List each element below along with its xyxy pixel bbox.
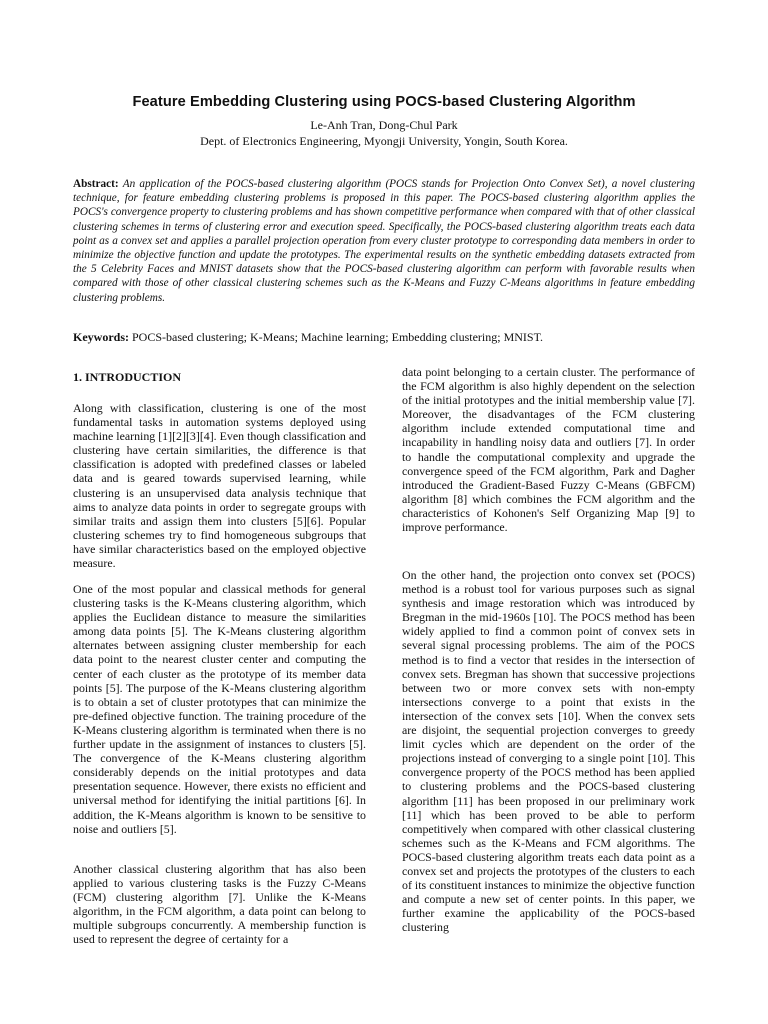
paper-affiliation: Dept. of Electronics Engineering, Myongji University, Yongin, South Korea. bbox=[200, 134, 568, 148]
keywords-text: POCS-based clustering; K-Means; Machine learning; Embedding clustering; MNIST. bbox=[132, 330, 544, 344]
abstract bbox=[73, 177, 695, 305]
intro-paragraph-2: One of the most popular and classical methods for general clustering tasks is the K-Means clustering algorithm, which applies the Euclidean distance to measure the similarities among data points [5]. The K-Means clustering algorithm alternates between assigning cluster membership for each data point to the nearest cluster center and computing the center of each cluster as the prototype of its member data points [5]. The purpose of the K-Means clustering algorithm is to obtain a set of cluster prototypes that can minimize the pre-defined objective function. The training procedure of the K-Means clustering algorithm is terminated when there is no further update in the assignment of instances to clusters [5]. The convergence of the K-Means clustering algorithm considerably depends on the initial prototypes and data presentation sequence. However, there exists no efficient and universal method for identifying the initial partitions [6]. In addition, the K-Means algorithm is known to be sensitive to noise and outliers [5]. bbox=[73, 582, 366, 836]
intro-paragraph-3: Another classical clustering algorithm that has also been applied to various clustering tasks is the Fuzzy C-Means (FCM) clustering algorithm [7]. Unlike the K-Means algorithm, in the FCM algorithm, a data point can belong to multiple subgroups concurrently. A membership function is used to represent the degree of certainty for a bbox=[73, 862, 366, 947]
section-heading-introduction: 1. INTRODUCTION bbox=[73, 370, 182, 384]
right-paragraph-2: On the other hand, the projection onto convex set (POCS) method is a robust tool for various purposes such as signal synthesis and image restoration which was introduced by Bregman in the mid-1960s [10]. The POCS method has been widely applied to find a common point of convex sets in several signal processing problems. The aim of the POCS method is to find a vector that resides in the intersection of convex sets. Bregman has shown that successive projections between two or more convex sets with non-empty intersections converge to a point that exists in the intersection of the convex sets [10]. When the convex sets are disjoint, the sequential projection converges to greedy limit cycles which are dependent on the order of the projections instead of converging to a single point [10]. This convergence property of the POCS method has been applied to clustering problems and the POCS-based clustering algorithm [11] has been proposed in our preliminary work [11] which has been proved to be able to perform competitively when compared with other classical clustering schemes such as the K-Means and FCM algorithms. The POCS-based clustering algorithm treats each data point as a convex set and projects the prototypes of the clusters to each of its constituent instances to minimize the objective function and compute a new set of center points. In this paper, we further examine the applicability of the POCS-based clustering bbox=[402, 568, 695, 935]
keywords bbox=[73, 330, 695, 345]
abstract-text: An application of the POCS-based clustering algorithm (POCS stands for Projection Onto Convex Set), a novel clustering technique, for feature embedding clustering problems is proposed in this paper. The POCS-based clustering algorithm applies the POCS's convergence property to clustering problems and has shown competitive performance when compared with that of other classical clustering schemes in terms of clustering error and execution speed. Specifically, the POCS-based clustering algorithm treats each data point as a convex set and applies a parallel projection operation from every cluster prototype to corresponding data members in order to minimize the objective function and update the prototypes. The experimental results on the synthetic embedding datasets extracted from the 5 Celebrity Faces and MNIST datasets show that the POCS-based clustering algorithm can perform with favorable results when compared with those of other classical clustering schemes such as the K-Means and Fuzzy C-Means algorithms in feature embedding clustering problems. bbox=[73, 178, 696, 304]
intro-paragraph-1: Along with classification, clustering is one of the most fundamental tasks in automation systems deployed using machine learning [1][2][3][4]. Even though classification and clustering have certain similarities, the difference is that classification is adopted with predefined classes or labeled data and is geared towards supervised learning, while clustering is an unsupervised data analysis technique that aims to analyze data points in order to segregate groups with similar traits and assign them into clusters [5][6]. Popular clustering schemes try to find homogeneous subgroups that have similar characteristics based on the employed objective measure. bbox=[73, 401, 366, 571]
abstract-label: Abstract: bbox=[73, 178, 119, 190]
keywords-label: Keywords: bbox=[73, 330, 129, 344]
paper-authors: Le-Anh Tran, Dong-Chul Park bbox=[310, 118, 458, 132]
paper-title: Feature Embedding Clustering using POCS-based Clustering Algorithm bbox=[132, 94, 636, 110]
right-paragraph-1: data point belonging to a certain cluster. The performance of the FCM algorithm is also highly dependent on the selection of the initial prototypes and the initial membership value [7]. Moreover, the disadvantages of the FCM clustering algorithm include extended computational time and incapability in handling noisy data and outliers [7]. In order to handle the computational complexity and upgrade the convergence speed of the FCM algorithm, Park and Dagher introduced the Gradient-Based Fuzzy C-Means (GBFCM) algorithm [8] which combines the FCM algorithm and the characteristics of Kohonen's Self Organizing Map [9] to improve performance. bbox=[402, 365, 695, 535]
